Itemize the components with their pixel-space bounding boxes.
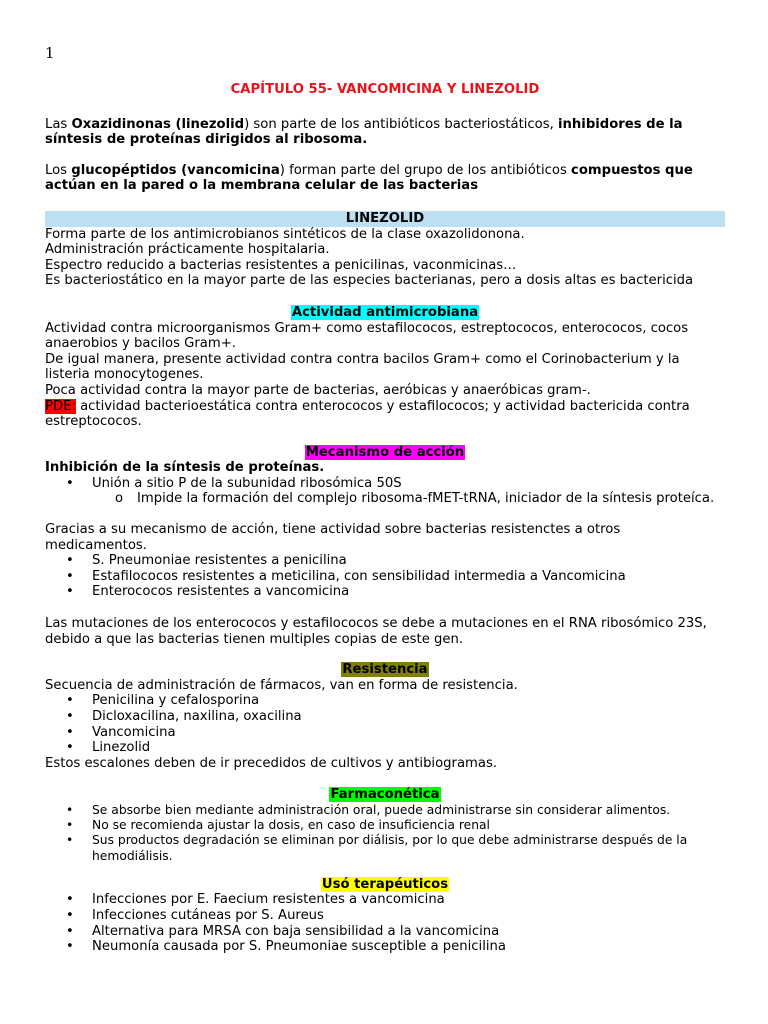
- mutaciones-paragraph: Las mutaciones de los enterococos y estafilococos se debe a mutaciones en el RNA ribosómico 23S, debido a que las bacterias tienen multiples copias de este gen.: [45, 616, 707, 647]
- list-item: • Infecciones cutáneas por S. Aureus: [45, 908, 725, 924]
- mecanismo-subbullet-list: [45, 491, 725, 507]
- list-item: • Linezolid: [45, 740, 725, 756]
- list-item: • No se recomienda ajustar la dosis, en caso de insuficiencia renal: [45, 818, 725, 833]
- intro-paragraph-glycopeptides: [45, 163, 725, 194]
- list-item: • Sus productos degradación se eliminan por diálisis, por lo que debe administrarse después de la hemodiálisis.: [45, 833, 725, 863]
- section-heading-usos: [45, 877, 725, 893]
- section-heading-farmacocinetica: [45, 787, 725, 803]
- intro-paragraph-oxazolidinones: [45, 117, 725, 148]
- bold-run: Inhibición de la síntesis de proteínas.: [45, 460, 325, 476]
- bold-run: glucopéptidos (vancomicina: [71, 162, 280, 178]
- bold-run: compuestos que actúan en la pared o la membrana celular de las bacterias: [45, 162, 693, 194]
- document-body: [45, 82, 725, 955]
- list-item: • Vancomicina: [45, 725, 725, 741]
- list-item: • Infecciones por E. Faecium resistentes a vancomicina: [45, 892, 725, 908]
- page-number: 1: [45, 44, 55, 62]
- heading-text: Usó terapéuticos: [321, 876, 449, 892]
- farmacocinetica-list: [45, 803, 725, 864]
- text-run: Los: [45, 162, 72, 178]
- text-run: Las: [45, 116, 72, 132]
- usos-list: [45, 892, 725, 954]
- linezolid-line: Espectro reducido a bacterias resistentes a penicilinas, vaconmicinas…: [45, 257, 517, 273]
- heading-text: Resistencia: [342, 662, 428, 678]
- list-item: • Dicloxacilina, naxilina, oxacilina: [45, 709, 725, 725]
- actividad-line: Poca actividad contra la mayor parte de bacterias, aeróbicas y anaeróbicas gram-.: [45, 382, 591, 398]
- heading-text: Actividad antimicrobiana: [291, 304, 479, 320]
- pde-line: [45, 399, 725, 430]
- list-item: • Neumonía causada por S. Pneumoniae susceptible a penicilina: [45, 939, 725, 955]
- mecanismo-paragraph: Gracias a su mecanismo de acción, tiene actividad sobre bacterias resistenctes a otros medicamentos.: [45, 522, 621, 553]
- chapter-title: CAPÍTULO 55- VANCOMICINA Y LINEZOLID: [230, 82, 540, 97]
- bold-run: Oxazidinonas (linezolid: [71, 116, 245, 132]
- list-item: • Estafilococos resistentes a meticilina, con sensibilidad intermedia a Vancomicina: [45, 569, 725, 585]
- list-item: • Unión a sitio P de la subunidad ribosómica 50S: [45, 476, 725, 492]
- resistencia-intro: Secuencia de administración de fármacos, van en forma de resistencia.: [45, 677, 518, 693]
- pde-text: actividad bacterioestática contra enterococos y estafilococos; y actividad bactericida contra estreptococos.: [45, 398, 690, 430]
- resistencia-outro: Estos escalones deben de ir precedidos de cultivos y antibiogramas.: [45, 755, 498, 771]
- linezolid-line: Es bacteriostático en la mayor parte de las especies bacterianas, pero a dosis altas es bactericida: [45, 273, 694, 289]
- text-run: ) forman parte del grupo de los antibióticos: [279, 162, 572, 178]
- text-run: ) son parte de los antibióticos bacteriostáticos,: [244, 116, 558, 132]
- resistant-bacteria-list: [45, 553, 725, 600]
- list-item: • Penicilina y cefalosporina: [45, 693, 725, 709]
- bold-run: inhibidores de la síntesis de proteínas dirigidos al ribosoma.: [45, 116, 683, 148]
- list-item: • Enterococos resistentes a vancomicina: [45, 584, 725, 600]
- heading-text: Farmaconética: [330, 787, 440, 803]
- actividad-line: Actividad contra microorganismos Gram+ como estafilococos, estreptococos, enterococos, cocos anaerobios y bacilos Gram+.: [45, 320, 689, 352]
- mecanismo-subheading: [45, 460, 725, 476]
- pde-label: PDE:: [45, 398, 76, 414]
- list-item: • Alternativa para MRSA con baja sensibilidad a la vancomicina: [45, 924, 725, 940]
- list-item: • S. Pneumoniae resistentes a penicilina: [45, 553, 725, 569]
- heading-text: Mecanismo de acción: [305, 444, 465, 460]
- actividad-line: De igual manera, presente actividad contra contra bacilos Gram+ como el Corinobacterium y la listeria monocytogenes.: [45, 351, 680, 383]
- list-item: o Impide la formación del complejo ribosoma-fMET-tRNA, iniciador de la síntesis proteíca.: [45, 491, 725, 507]
- linezolid-line: Administración prácticamente hospitalaria.: [45, 242, 330, 258]
- section-heading-linezolid: LINEZOLID: [45, 211, 725, 227]
- list-item: • Se absorbe bien mediante administración oral, puede administrarse sin considerar alimentos.: [45, 803, 725, 818]
- section-heading-actividad: [45, 305, 725, 321]
- section-heading-mecanismo: [45, 445, 725, 461]
- mecanismo-bullet-list: [45, 476, 725, 492]
- resistencia-list: [45, 693, 725, 755]
- section-heading-resistencia: [45, 662, 725, 678]
- linezolid-line: Forma parte de los antimicrobianos sintéticos de la clase oxazolidonona.: [45, 226, 525, 242]
